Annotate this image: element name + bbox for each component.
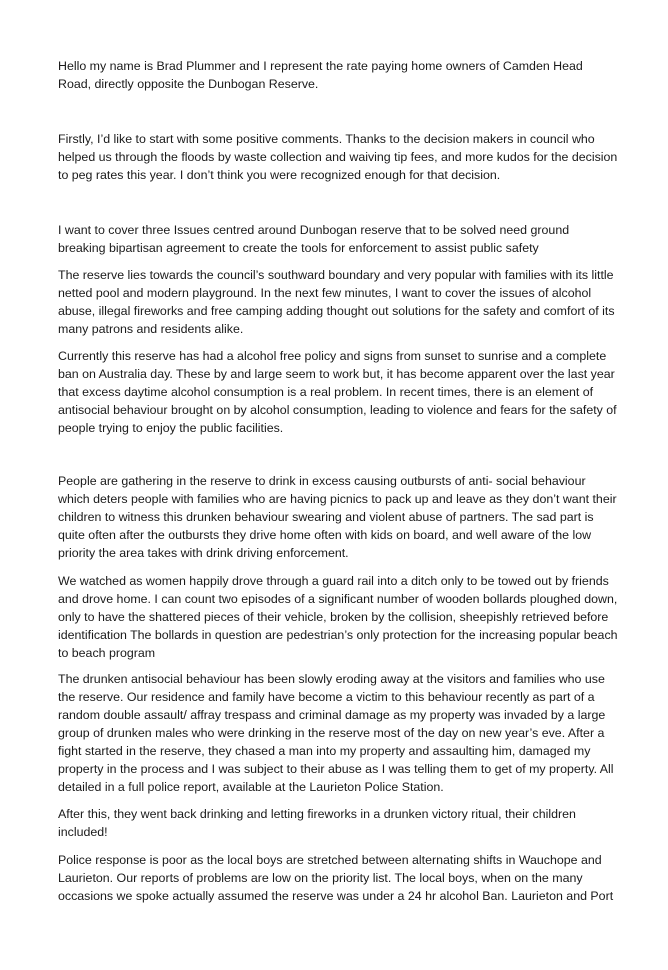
paragraph-positive-comments: Firstly, I’d like to start with some positive comments. Thanks to the decision makers in council who helped us through the floods by waste collection and waiving tip fees, and more kudos for the decision to peg rates this year. I don’t think you were recognized enough for that decision. [58,132,618,182]
paragraph-bollards-incident: We watched as women happily drove through a guard rail into a ditch only to be towed out by friends and drove home. I can count two episodes of a significant number of wooden bollards ploughed down, only to have the shattered pieces of their vehicle, broken by the collision, sheepishly retrieved before identification The bollards in question are pedestrian’s only protection for the increasing popular beach to beach program [58,574,618,660]
paragraph-three-issues: I want to cover three Issues centred around Dunbogan reserve that to be solved need ground breaking bipartisan agreement to create the tools for enforcement to assist public safety [58,223,570,255]
paragraph-assault-incident: The drunken antisocial behaviour has been slowly eroding away at the visitors and families who use the reserve. Our residence and family have become a victim to this behaviour recently as part of a random double assault/ affray trespass and criminal damage as my property was invaded by a large group of drunken males who were drinking in the reserve most of the day on new year’s eve. After a fight started in the reserve, they chased a man into my property and assaulting him, damaged my property in the process and I was subject to their abuse as I was telling them to get of my property. All detailed in a full police report, available at the Laurieton Police Station. [58,672,614,794]
paragraph-introduction: Hello my name is Brad Plummer and I represent the rate paying home owners of Camden Head Road, directly opposite the Dunbogan Reserve. [58,59,583,91]
paragraph-antisocial-behaviour: People are gathering in the reserve to drink in excess causing outbursts of anti- social behaviour which deters people with families who are having picnics to pack up and leave as they don’t want their children to witness this drunken behaviour swearing and violent abuse of partners. The sad part is quite often after the outbursts they drive home often with kids on board, and well aware of the low priority the area takes with drink driving enforcement. [58,474,617,560]
paragraph-reserve-description: The reserve lies towards the council’s southward boundary and very popular with families with its little netted pool and modern playground. In the next few minutes, I want to cover the issues of alcohol abuse, illegal fireworks and free camping adding thought out solutions for the safety and comfort of its many patrons and residents alike. [58,268,615,336]
paragraph-fireworks: After this, they went back drinking and letting fireworks in a drunken victory ritual, their children included! [58,807,576,839]
paragraph-alcohol-policy: Currently this reserve has had a alcohol free policy and signs from sunset to sunrise and a complete ban on Australia day. These by and large seem to work but, it has become apparent over the last year that excess daytime alcohol consumption is a real problem. In recent times, there is an element of antisocial behaviour brought on by alcohol consumption, leading to violence and fears for the safety of people trying to enjoy the public facilities. [58,349,617,435]
paragraph-police-response: Police response is poor as the local boys are stretched between alternating shifts in Wauchope and Laurieton. Our reports of problems are low on the priority list. The local boys, when on the many occasions we spoke actually assumed the reserve was under a 24 hr alcohol Ban. Laurieton and Port [58,853,614,903]
